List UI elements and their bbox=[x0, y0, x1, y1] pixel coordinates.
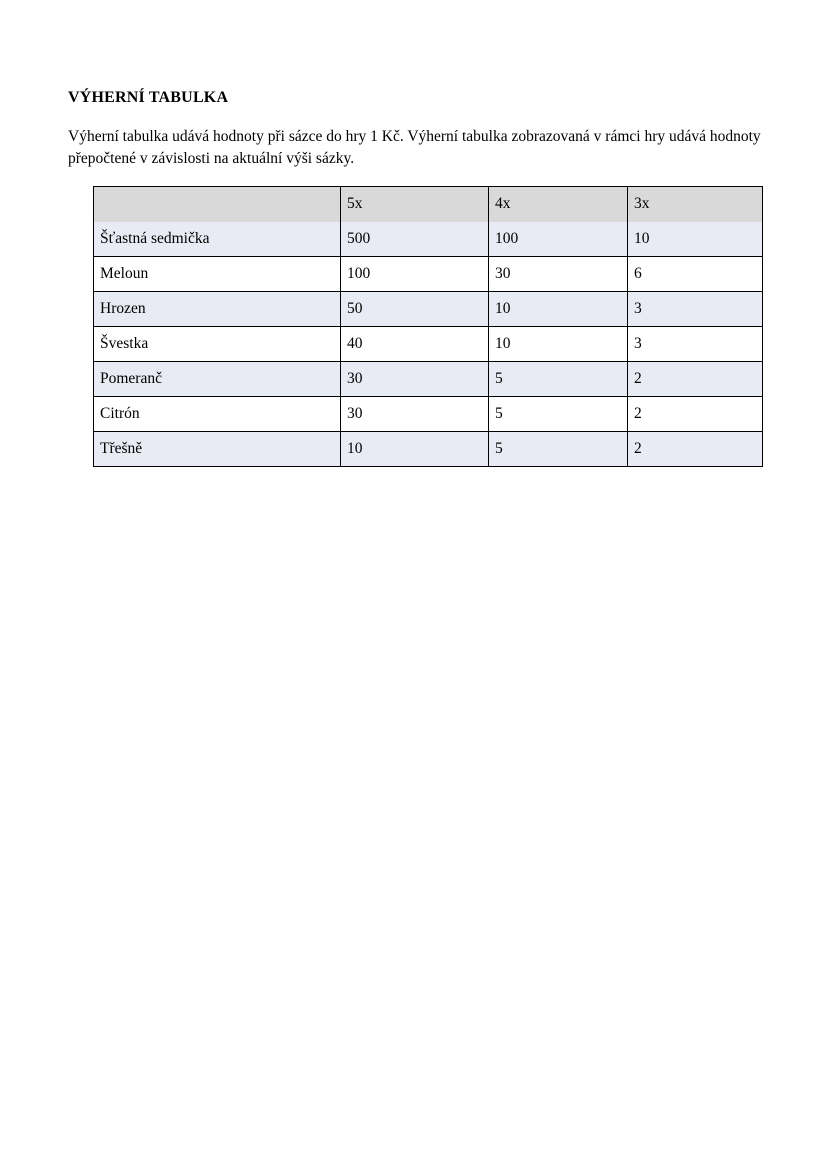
row-value: 3 bbox=[628, 292, 763, 327]
table-row bbox=[94, 362, 763, 397]
row-value: 2 bbox=[628, 397, 763, 432]
row-label: Šťastná sedmička bbox=[94, 222, 341, 257]
row-label: Švestka bbox=[94, 327, 341, 362]
row-value: 10 bbox=[489, 327, 628, 362]
row-value: 10 bbox=[489, 292, 628, 327]
row-value: 500 bbox=[341, 222, 489, 257]
row-value: 5 bbox=[489, 362, 628, 397]
row-value: 6 bbox=[628, 257, 763, 292]
header-cell-5x: 5x bbox=[341, 187, 489, 222]
row-value: 5 bbox=[489, 397, 628, 432]
row-value: 10 bbox=[341, 432, 489, 467]
row-label: Hrozen bbox=[94, 292, 341, 327]
row-label: Meloun bbox=[94, 257, 341, 292]
row-value: 50 bbox=[341, 292, 489, 327]
table-row bbox=[94, 327, 763, 362]
row-value: 10 bbox=[628, 222, 763, 257]
intro-paragraph: Výherní tabulka udává hodnoty při sázce do hry 1 Kč. Výherní tabulka zobrazovaná v rámci hry udává hodnoty přepočtené v závislosti na aktuální výši sázky. bbox=[68, 128, 761, 167]
row-label: Pomeranč bbox=[94, 362, 341, 397]
row-label: Citrón bbox=[94, 397, 341, 432]
table-row bbox=[94, 432, 763, 467]
header-cell-4x: 4x bbox=[489, 187, 628, 222]
table-row bbox=[94, 257, 763, 292]
row-value: 30 bbox=[341, 362, 489, 397]
row-value: 2 bbox=[628, 432, 763, 467]
row-value: 5 bbox=[489, 432, 628, 467]
row-value: 3 bbox=[628, 327, 763, 362]
table-row bbox=[94, 222, 763, 257]
page-content bbox=[68, 88, 763, 467]
row-value: 40 bbox=[341, 327, 489, 362]
payout-table bbox=[93, 186, 763, 467]
table-header-row bbox=[94, 187, 763, 222]
payout-table-wrapper bbox=[93, 186, 763, 467]
page-title: VÝHERNÍ TABULKA bbox=[68, 89, 229, 106]
row-label: Třešně bbox=[94, 432, 341, 467]
row-value: 100 bbox=[489, 222, 628, 257]
row-value: 100 bbox=[341, 257, 489, 292]
row-value: 30 bbox=[341, 397, 489, 432]
header-cell-3x: 3x bbox=[628, 187, 763, 222]
row-value: 30 bbox=[489, 257, 628, 292]
header-cell-name bbox=[94, 187, 341, 222]
row-value: 2 bbox=[628, 362, 763, 397]
table-row bbox=[94, 292, 763, 327]
table-row bbox=[94, 397, 763, 432]
